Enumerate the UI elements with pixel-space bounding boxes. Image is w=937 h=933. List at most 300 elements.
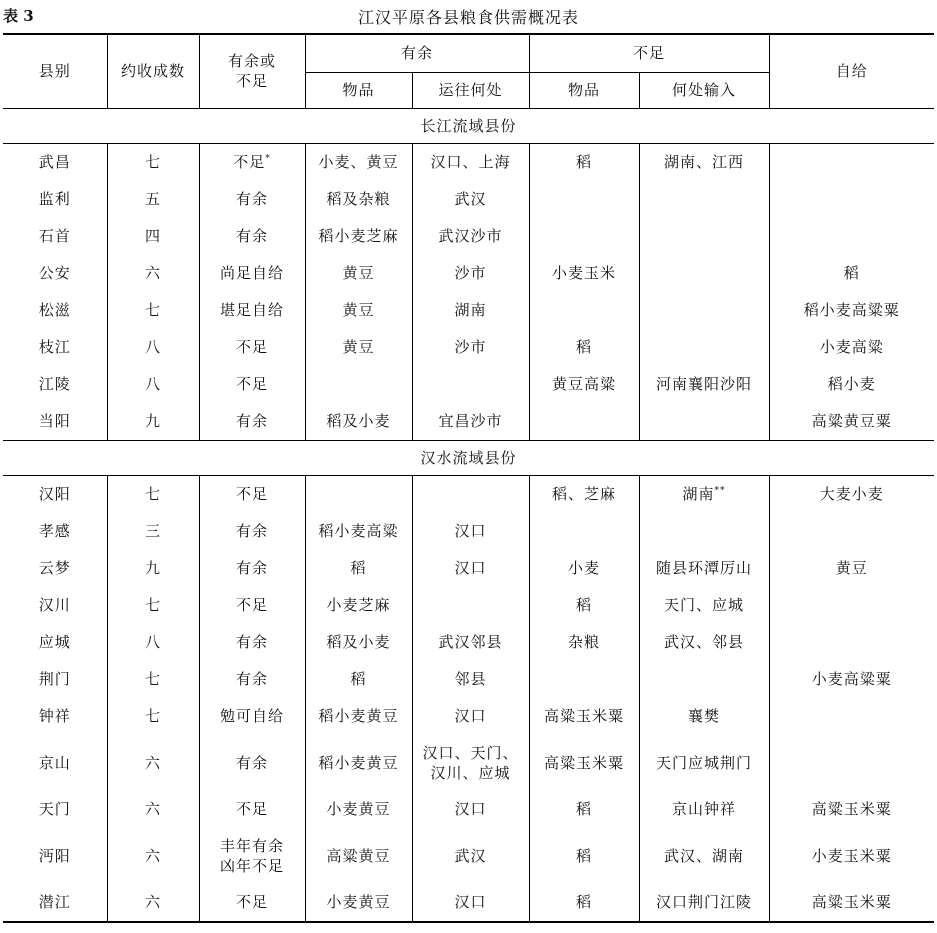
cell-harvest-text: 五 <box>144 190 161 208</box>
cell-status <box>199 218 305 255</box>
cell-surplus-goods <box>305 366 412 403</box>
cell-self-sufficient <box>769 661 934 698</box>
cell-surplus-goods <box>305 661 412 698</box>
header-surplus-goods: 物品 <box>305 72 412 108</box>
cell-harvest-text: 七 <box>144 153 161 171</box>
table-row <box>3 329 934 366</box>
cell-deficit-source <box>639 255 769 292</box>
cell-surplus-goods-text: 黄豆 <box>342 338 375 356</box>
cell-surplus-goods <box>305 884 412 922</box>
cell-status <box>199 513 305 550</box>
header-deficit-goods: 物品 <box>529 72 639 108</box>
cell-harvest <box>107 828 199 884</box>
cell-status <box>199 181 305 218</box>
cell-status-text: 不足 <box>235 893 268 911</box>
cell-surplus-goods <box>305 292 412 329</box>
cell-county <box>3 513 107 550</box>
cell-deficit-goods-text: 小麦 <box>568 559 601 577</box>
cell-deficit-source <box>639 698 769 735</box>
cell-surplus-goods-text: 小麦、黄豆 <box>318 153 399 171</box>
header-county: 县别 <box>3 34 107 108</box>
cell-status <box>199 143 305 181</box>
table-row <box>3 661 934 698</box>
cell-surplus-dest <box>412 475 529 513</box>
cell-county-text: 汉川 <box>38 596 71 614</box>
cell-county-text: 石首 <box>38 227 71 245</box>
cell-harvest <box>107 587 199 624</box>
cell-harvest-text: 八 <box>144 338 161 356</box>
cell-status-text: 有余 <box>235 753 268 772</box>
cell-surplus-goods <box>305 218 412 255</box>
cell-deficit-goods <box>529 403 639 441</box>
cell-deficit-source-text: 武汉、湖南 <box>664 846 745 865</box>
cell-deficit-source-text: 天门、应城 <box>664 596 745 614</box>
cell-deficit-goods <box>529 698 639 735</box>
cell-deficit-goods <box>529 218 639 255</box>
cell-harvest-text: 四 <box>144 227 161 245</box>
cell-status-text: 尚足自给 <box>219 264 284 282</box>
cell-harvest-text: 七 <box>144 596 161 614</box>
cell-county-text: 松滋 <box>38 301 71 319</box>
cell-surplus-goods <box>305 624 412 661</box>
cell-status <box>199 329 305 366</box>
cell-county-text: 江陵 <box>38 375 71 393</box>
cell-deficit-goods-text: 稻 <box>576 893 593 911</box>
cell-surplus-dest <box>412 624 529 661</box>
cell-self-sufficient-text: 高粱玉米粟 <box>811 893 892 911</box>
cell-status-text: 不足 <box>235 485 268 503</box>
cell-deficit-goods <box>529 181 639 218</box>
cell-surplus-dest-text: 湖南 <box>454 301 487 319</box>
table-row <box>3 791 934 828</box>
table-row <box>3 255 934 292</box>
cell-surplus-dest-text: 武汉 <box>454 846 487 865</box>
cell-deficit-source <box>639 218 769 255</box>
cell-status-line1: 丰年有余 <box>219 836 284 855</box>
cell-county-text: 武昌 <box>38 153 71 171</box>
cell-county-text: 监利 <box>38 190 71 208</box>
table-row <box>3 587 934 624</box>
table-row <box>3 143 934 181</box>
cell-self-sufficient <box>769 624 934 661</box>
cell-deficit-goods-text: 稻、芝麻 <box>552 485 617 503</box>
cell-status-text: 勉可自给 <box>219 707 284 725</box>
cell-status <box>199 661 305 698</box>
cell-surplus-goods <box>305 329 412 366</box>
cell-self-sufficient-text: 稻小麦 <box>827 375 876 393</box>
cell-surplus-dest <box>412 550 529 587</box>
cell-status <box>199 587 305 624</box>
cell-deficit-source <box>639 513 769 550</box>
cell-self-sufficient <box>769 181 934 218</box>
cell-status <box>199 624 305 661</box>
cell-surplus-goods-text: 稻及小麦 <box>326 633 391 651</box>
cell-county-text: 天门 <box>38 800 71 818</box>
cell-surplus-goods <box>305 143 412 181</box>
header-deficit: 不足 <box>529 34 769 72</box>
cell-county <box>3 624 107 661</box>
table-row <box>3 884 934 922</box>
cell-surplus-dest-text: 武汉沙市 <box>438 227 503 245</box>
cell-self-sufficient-text: 小麦高粱粟 <box>811 670 892 688</box>
header-self-sufficient: 自给 <box>769 34 934 108</box>
cell-county <box>3 329 107 366</box>
cell-surplus-dest-text: 沙市 <box>454 264 487 282</box>
table-row <box>3 292 934 329</box>
cell-surplus-goods <box>305 550 412 587</box>
cell-deficit-source <box>639 624 769 661</box>
cell-deficit-source <box>639 587 769 624</box>
cell-self-sufficient <box>769 587 934 624</box>
cell-county <box>3 828 107 884</box>
cell-surplus-dest <box>412 403 529 441</box>
cell-self-sufficient-text: 黄豆 <box>835 559 868 577</box>
cell-surplus-dest-text: 宜昌沙市 <box>438 412 503 430</box>
cell-status-text: 有余 <box>235 412 268 430</box>
cell-county <box>3 587 107 624</box>
cell-self-sufficient <box>769 255 934 292</box>
cell-harvest <box>107 143 199 181</box>
cell-deficit-source-text: 京山钟祥 <box>672 800 737 818</box>
table-row <box>3 828 934 884</box>
cell-surplus-dest <box>412 218 529 255</box>
cell-status-text: 有余 <box>235 522 268 540</box>
cell-harvest <box>107 624 199 661</box>
cell-deficit-goods <box>529 884 639 922</box>
table-caption <box>0 0 937 30</box>
cell-self-sufficient <box>769 292 934 329</box>
cell-harvest <box>107 698 199 735</box>
cell-surplus-dest <box>412 329 529 366</box>
cell-surplus-goods-text: 稻小麦黄豆 <box>318 753 399 772</box>
cell-harvest-text: 八 <box>144 633 161 651</box>
cell-county-text: 荆门 <box>38 670 71 688</box>
cell-deficit-source <box>639 550 769 587</box>
cell-county <box>3 292 107 329</box>
cell-surplus-dest-text: 邻县 <box>454 670 487 688</box>
cell-surplus-goods-text: 稻 <box>350 559 367 577</box>
cell-surplus-goods <box>305 403 412 441</box>
cell-surplus-goods <box>305 475 412 513</box>
cell-deficit-source <box>639 884 769 922</box>
cell-status-text: 不足 <box>235 375 268 393</box>
cell-self-sufficient <box>769 329 934 366</box>
cell-deficit-goods-text: 稻 <box>576 846 593 865</box>
cell-surplus-goods-text: 黄豆 <box>342 301 375 319</box>
cell-self-sufficient-text: 高粱玉米粟 <box>811 800 892 818</box>
cell-status-text: 有余 <box>235 633 268 651</box>
cell-county-text: 钟祥 <box>38 707 71 725</box>
cell-county-text: 汉阳 <box>38 485 71 503</box>
cell-self-sufficient <box>769 513 934 550</box>
cell-surplus-goods-text: 稻小麦高粱 <box>318 522 399 540</box>
cell-surplus-goods <box>305 181 412 218</box>
cell-status-text: 有余 <box>235 227 268 245</box>
cell-status <box>199 735 305 791</box>
header-surplus-dest: 运往何处 <box>412 72 529 108</box>
cell-status-line2: 凶年不足 <box>219 856 284 875</box>
cell-self-sufficient-text: 小麦高粱 <box>819 338 884 356</box>
cell-surplus-goods-text: 稻小麦芝麻 <box>318 227 399 245</box>
table-row <box>3 513 934 550</box>
cell-deficit-source <box>639 181 769 218</box>
cell-self-sufficient-text: 稻 <box>843 264 860 282</box>
cell-deficit-source-text: 天门应城荆门 <box>656 753 753 772</box>
cell-self-sufficient <box>769 218 934 255</box>
cell-surplus-goods-text: 稻小麦黄豆 <box>318 707 399 725</box>
section-title: 长江流域县份 <box>3 108 934 143</box>
table-row <box>3 218 934 255</box>
cell-county <box>3 181 107 218</box>
cell-deficit-source <box>639 791 769 828</box>
cell-county <box>3 550 107 587</box>
cell-surplus-dest <box>412 143 529 181</box>
header-surplus: 有余 <box>305 34 529 72</box>
cell-status <box>199 366 305 403</box>
cell-deficit-source-text: 河南襄阳沙阳 <box>656 375 753 393</box>
cell-deficit-source-text: 随县环潭厉山 <box>656 559 753 577</box>
cell-self-sufficient-text: 小麦玉米粟 <box>811 846 892 865</box>
cell-surplus-dest <box>412 828 529 884</box>
cell-self-sufficient <box>769 366 934 403</box>
cell-surplus-goods-text: 稻 <box>350 670 367 688</box>
cell-deficit-source-footnote-mark: ** <box>714 486 726 496</box>
cell-county <box>3 255 107 292</box>
cell-deficit-goods-text: 稻 <box>576 153 593 171</box>
cell-surplus-goods <box>305 791 412 828</box>
cell-harvest <box>107 791 199 828</box>
cell-status <box>199 292 305 329</box>
cell-harvest-text: 七 <box>144 707 161 725</box>
cell-self-sufficient <box>769 475 934 513</box>
cell-status <box>199 698 305 735</box>
cell-harvest <box>107 181 199 218</box>
cell-status <box>199 475 305 513</box>
cell-deficit-source <box>639 735 769 791</box>
cell-surplus-goods <box>305 698 412 735</box>
cell-harvest-text: 六 <box>144 264 161 282</box>
cell-deficit-goods <box>529 513 639 550</box>
cell-status <box>199 403 305 441</box>
cell-surplus-dest-text: 汉口 <box>454 893 487 911</box>
cell-deficit-source-text: 襄樊 <box>688 707 721 725</box>
header-status-line2: 不足 <box>235 72 268 91</box>
cell-surplus-dest <box>412 661 529 698</box>
cell-status-text: 有余 <box>235 559 268 577</box>
table-row <box>3 366 934 403</box>
cell-self-sufficient-text: 稻小麦高粱粟 <box>803 301 900 319</box>
header-status <box>199 34 305 108</box>
cell-surplus-dest-text: 汉口 <box>454 707 487 725</box>
cell-deficit-goods-text: 稻 <box>576 800 593 818</box>
cell-surplus-dest <box>412 181 529 218</box>
cell-deficit-goods <box>529 143 639 181</box>
section-title: 汉水流域县份 <box>3 440 934 475</box>
cell-surplus-goods <box>305 735 412 791</box>
cell-county <box>3 143 107 181</box>
cell-county <box>3 661 107 698</box>
cell-deficit-goods <box>529 366 639 403</box>
cell-harvest <box>107 884 199 922</box>
cell-harvest-text: 六 <box>144 893 161 911</box>
cell-county <box>3 735 107 791</box>
cell-harvest <box>107 513 199 550</box>
cell-county-text: 云梦 <box>38 559 71 577</box>
cell-harvest-text: 六 <box>144 846 161 865</box>
cell-harvest <box>107 403 199 441</box>
cell-county <box>3 475 107 513</box>
table-label: 表 3 <box>3 7 34 25</box>
cell-self-sufficient <box>769 828 934 884</box>
cell-harvest <box>107 735 199 791</box>
header-status-line1: 有余或 <box>227 52 276 71</box>
cell-deficit-goods-text: 高粱玉米粟 <box>544 707 625 725</box>
cell-surplus-goods-text: 小麦黄豆 <box>326 800 391 818</box>
cell-surplus-dest-text: 汉口 <box>454 800 487 818</box>
table-row <box>3 181 934 218</box>
cell-harvest <box>107 292 199 329</box>
cell-self-sufficient <box>769 698 934 735</box>
cell-status-text: 不足 <box>235 596 268 614</box>
cell-status <box>199 550 305 587</box>
cell-surplus-goods-text: 小麦黄豆 <box>326 893 391 911</box>
cell-surplus-dest <box>412 884 529 922</box>
cell-deficit-goods <box>529 255 639 292</box>
cell-self-sufficient <box>769 735 934 791</box>
header-deficit-source: 何处输入 <box>639 72 769 108</box>
cell-county <box>3 366 107 403</box>
cell-harvest <box>107 661 199 698</box>
cell-deficit-source <box>639 475 769 513</box>
table-title: 江汉平原各县粮食供需概况表 <box>357 8 579 27</box>
cell-surplus-goods-text: 小麦芝麻 <box>326 596 391 614</box>
cell-surplus-goods <box>305 828 412 884</box>
cell-harvest-text: 七 <box>144 301 161 319</box>
cell-surplus-goods <box>305 513 412 550</box>
cell-self-sufficient-text: 大麦小麦 <box>819 485 884 503</box>
cell-status <box>199 828 305 884</box>
cell-county-text: 公安 <box>38 264 71 282</box>
cell-status <box>199 791 305 828</box>
cell-deficit-goods <box>529 661 639 698</box>
cell-surplus-goods <box>305 587 412 624</box>
cell-county-text: 潜江 <box>38 893 71 911</box>
cell-surplus-dest-text: 汉口 <box>454 559 487 577</box>
section-header-row <box>3 440 934 475</box>
cell-harvest-text: 七 <box>144 485 161 503</box>
cell-surplus-dest-line2: 汉川、应城 <box>430 763 511 782</box>
cell-status-text: 不足 <box>235 338 268 356</box>
cell-harvest <box>107 475 199 513</box>
cell-harvest <box>107 550 199 587</box>
table-row <box>3 698 934 735</box>
cell-harvest <box>107 218 199 255</box>
cell-harvest-text: 八 <box>144 375 161 393</box>
cell-deficit-source-text: 武汉、邻县 <box>664 633 745 651</box>
cell-status-footnote-mark: * <box>265 154 271 164</box>
cell-deficit-source-text: 湖南、江西 <box>664 153 745 171</box>
cell-self-sufficient <box>769 143 934 181</box>
cell-harvest-text: 三 <box>144 522 161 540</box>
header-row-1 <box>3 34 934 72</box>
section-header-row <box>3 108 934 143</box>
cell-county-text: 沔阳 <box>38 846 71 865</box>
cell-status-text: 堪足自给 <box>219 301 284 319</box>
cell-surplus-dest <box>412 791 529 828</box>
cell-harvest-text: 九 <box>144 412 161 430</box>
cell-surplus-dest <box>412 587 529 624</box>
cell-surplus-dest-text: 汉口、上海 <box>430 153 511 171</box>
cell-surplus-dest-line1: 汉口、天门、 <box>422 743 519 762</box>
cell-deficit-source <box>639 661 769 698</box>
cell-county-text: 孝感 <box>38 522 71 540</box>
cell-deficit-source <box>639 403 769 441</box>
cell-surplus-dest <box>412 735 529 791</box>
cell-deficit-goods-text: 黄豆高粱 <box>552 375 617 393</box>
cell-deficit-source <box>639 828 769 884</box>
cell-deficit-goods-text: 小麦玉米 <box>552 264 617 282</box>
cell-surplus-dest <box>412 513 529 550</box>
cell-harvest-text: 六 <box>144 800 161 818</box>
cell-deficit-source <box>639 366 769 403</box>
cell-surplus-dest-text: 沙市 <box>454 338 487 356</box>
cell-deficit-goods <box>529 550 639 587</box>
cell-self-sufficient <box>769 403 934 441</box>
cell-surplus-dest <box>412 292 529 329</box>
cell-status-text: 不足 <box>233 153 266 171</box>
cell-deficit-goods-text: 高粱玉米粟 <box>544 753 625 772</box>
table-row <box>3 475 934 513</box>
cell-county <box>3 218 107 255</box>
cell-deficit-source <box>639 292 769 329</box>
cell-surplus-goods-text: 黄豆 <box>342 264 375 282</box>
cell-surplus-dest <box>412 698 529 735</box>
cell-self-sufficient <box>769 791 934 828</box>
cell-county <box>3 884 107 922</box>
cell-deficit-source-text: 汉口荆门江陵 <box>656 893 753 911</box>
cell-status <box>199 255 305 292</box>
cell-county-text: 京山 <box>38 753 71 772</box>
cell-deficit-goods-text: 稻 <box>576 338 593 356</box>
cell-deficit-goods <box>529 828 639 884</box>
cell-county-text: 应城 <box>38 633 71 651</box>
cell-deficit-goods <box>529 791 639 828</box>
cell-deficit-goods <box>529 587 639 624</box>
cell-surplus-dest <box>412 255 529 292</box>
cell-status <box>199 884 305 922</box>
cell-self-sufficient <box>769 884 934 922</box>
table-row <box>3 550 934 587</box>
cell-surplus-dest-text: 汉口 <box>454 522 487 540</box>
cell-county-text: 当阳 <box>38 412 71 430</box>
cell-surplus-goods-text: 稻及杂粮 <box>326 190 391 208</box>
cell-deficit-goods <box>529 475 639 513</box>
cell-harvest <box>107 255 199 292</box>
cell-county <box>3 403 107 441</box>
cell-status-text: 有余 <box>235 670 268 688</box>
cell-self-sufficient <box>769 550 934 587</box>
table-row <box>3 403 934 441</box>
cell-surplus-goods-text: 高粱黄豆 <box>326 846 391 865</box>
cell-county-text: 枝江 <box>38 338 71 356</box>
cell-surplus-goods <box>305 255 412 292</box>
cell-harvest-text: 九 <box>144 559 161 577</box>
cell-deficit-source <box>639 329 769 366</box>
cell-surplus-dest-text: 武汉 <box>454 190 487 208</box>
cell-surplus-goods-text: 稻及小麦 <box>326 412 391 430</box>
cell-deficit-goods-text: 杂粮 <box>568 633 601 651</box>
cell-deficit-goods <box>529 292 639 329</box>
